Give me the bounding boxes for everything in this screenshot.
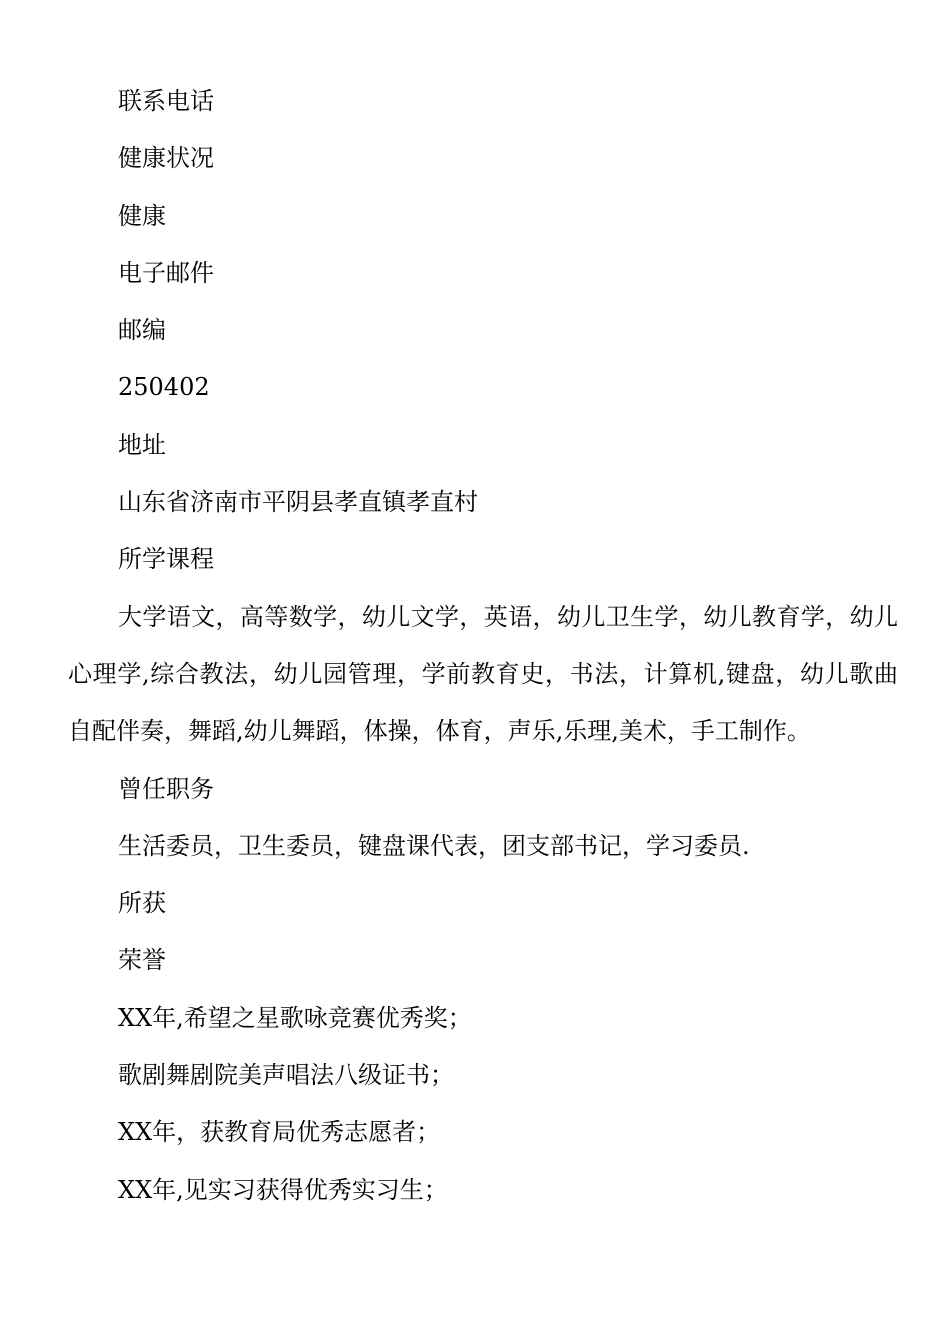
document-body bbox=[68, 83, 898, 1229]
award-item: 歌剧舞剧院美声唱法八级证书； bbox=[118, 1061, 454, 1090]
field-value-health: 健康 bbox=[118, 201, 166, 230]
field-value-courses: 大学语文，高等数学，幼儿文学，英语，幼儿卫生学，幼儿教育学，幼儿心理学,综合教法，幼儿园管理，学前教育史，书法，计算机,键盘，幼儿歌曲自配伴奏，舞蹈,幼儿舞蹈，体操，体育，声乐,乐理,美术，手工制作。 bbox=[68, 602, 898, 746]
award-item: XX年，获教育局优秀志愿者； bbox=[118, 1118, 441, 1147]
field-label-awards-1: 所获 bbox=[118, 889, 166, 918]
field-value-postcode: 250402 bbox=[118, 373, 210, 402]
field-label-awards-2: 荣誉 bbox=[118, 946, 166, 975]
field-label-address: 地址 bbox=[118, 430, 166, 459]
field-label-positions: 曾任职务 bbox=[118, 774, 214, 803]
field-label-email: 电子邮件 bbox=[118, 258, 214, 287]
field-label-phone: 联系电话 bbox=[118, 87, 214, 115]
field-value-address: 山东省济南市平阴县孝直镇孝直村 bbox=[118, 488, 478, 517]
field-label-health: 健康状况 bbox=[118, 144, 214, 173]
field-value-positions: 生活委员，卫生委员，键盘课代表，团支部书记，学习委员. bbox=[118, 831, 750, 860]
courses-block bbox=[68, 589, 898, 761]
field-label-postcode: 邮编 bbox=[118, 316, 166, 345]
field-label-courses: 所学课程 bbox=[118, 545, 214, 574]
award-item: XX年,希望之星歌咏竞赛优秀奖； bbox=[118, 1003, 472, 1032]
award-item: XX年,见实习获得优秀实习生； bbox=[118, 1175, 448, 1204]
